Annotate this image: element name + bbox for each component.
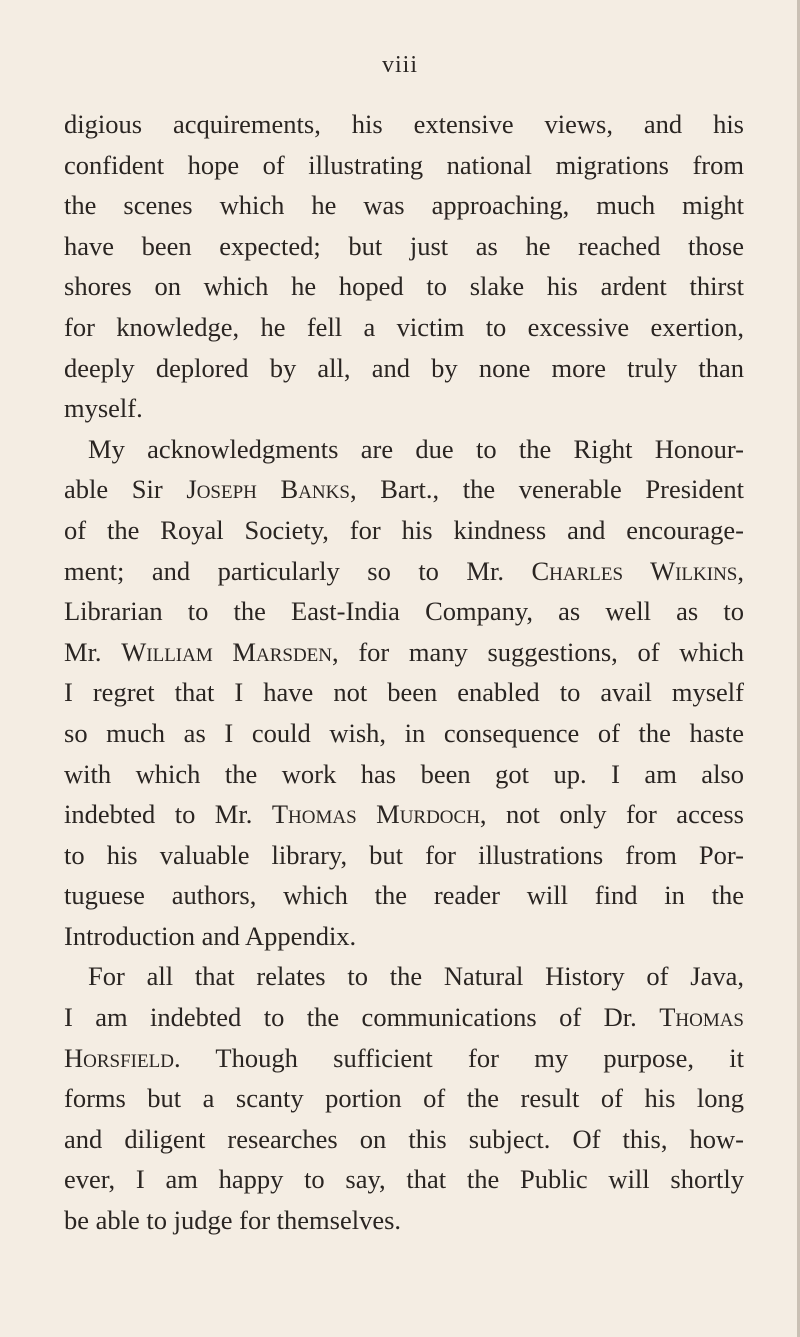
- text-line: and diligent researches on this subject. Of this, how-: [64, 1123, 744, 1154]
- text-line: so much as I could wish, in consequence of the haste: [64, 717, 744, 748]
- body-text: [64, 104, 744, 1241]
- text-line: Mr. William Marsden, for many suggestions, of which: [64, 636, 744, 667]
- text-line: deeply deplored by all, and by none more truly than: [64, 352, 744, 383]
- text-line: shores on which he hoped to slake his ardent thirst: [64, 271, 744, 302]
- text-line: ment; and particularly so to Mr. Charles Wilkins,: [64, 555, 744, 586]
- text-line: forms but a scanty portion of the result of his long: [64, 1083, 744, 1114]
- text-line: the scenes which he was approaching, much might: [64, 190, 744, 221]
- text-line: indebted to Mr. Thomas Murdoch, not only for access: [64, 799, 744, 830]
- text-line: with which the work has been got up. I am also: [64, 758, 744, 789]
- text-line: to his valuable library, but for illustrations from Por-: [64, 839, 744, 870]
- text-line: digious acquirements, his extensive views, and his: [64, 109, 744, 139]
- text-line: tuguese authors, which the reader will find in the: [64, 880, 744, 911]
- text-line: of the Royal Society, for his kindness and encourage-: [64, 514, 744, 545]
- text-line: be able to judge for themselves.: [64, 1205, 402, 1236]
- text-line: I am indebted to the communications of Dr. Thomas: [64, 1002, 744, 1033]
- text-line: Librarian to the East-India Company, as well as to: [64, 596, 744, 627]
- text-line: I regret that I have not been enabled to avail myself: [64, 677, 744, 708]
- text-line: My acknowledgments are due to the Right Honour-: [88, 433, 744, 464]
- text-line: able Sir Joseph Banks, Bart., the venerable President: [64, 474, 745, 505]
- page-number: viii: [381, 52, 418, 78]
- text-line: confident hope of illustrating national migrations from: [64, 149, 744, 180]
- text-line: myself.: [64, 393, 143, 424]
- text-line: For all that relates to the Natural History of Java,: [88, 961, 744, 992]
- text-line: Introduction and Appendix.: [64, 920, 357, 951]
- text-line: ever, I am happy to say, that the Public will shortly: [64, 1164, 744, 1195]
- text-line: Horsfield. Though sufficient for my purpose, it: [64, 1042, 744, 1073]
- text-line: for knowledge, he fell a victim to excessive exertion,: [64, 311, 744, 342]
- text-line: have been expected; but just as he reached those: [64, 230, 744, 261]
